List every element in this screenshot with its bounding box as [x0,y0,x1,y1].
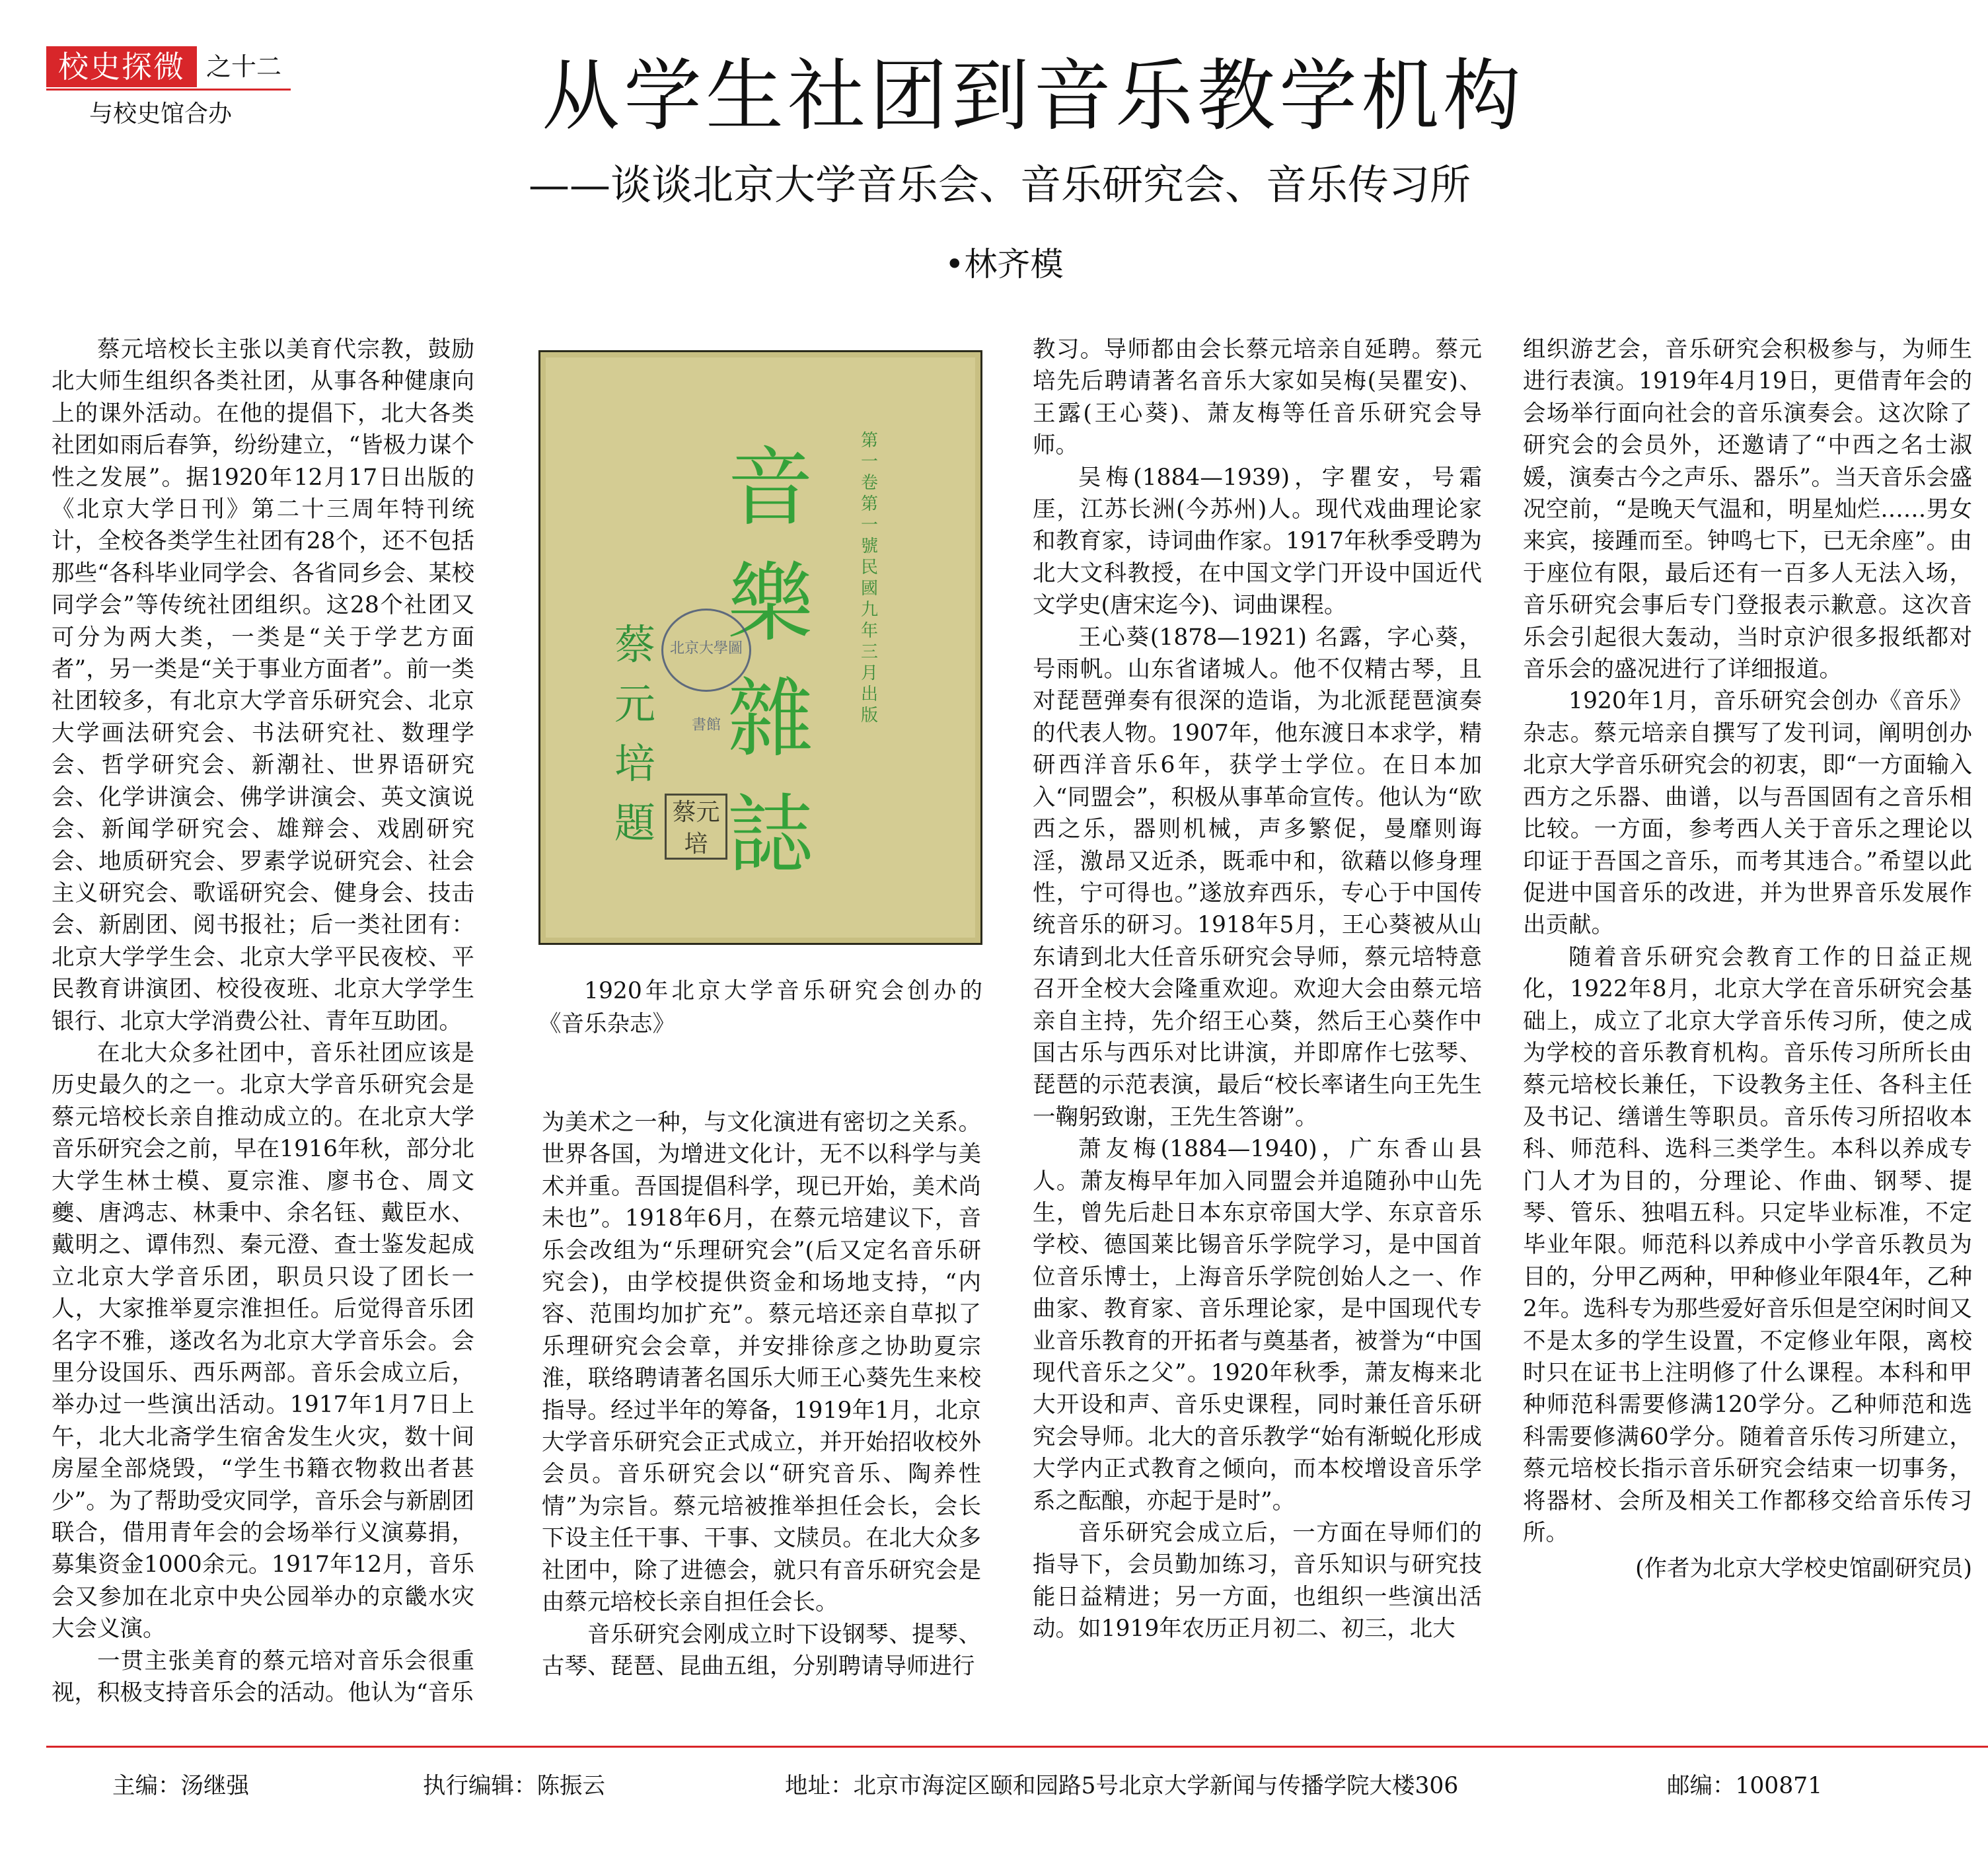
column-header [46,46,282,128]
column-label: 校史探微 [46,46,197,87]
executive-editor: 执行编辑：陈振云 [423,1773,605,1799]
text-column-1 [52,334,474,1709]
address: 地址：北京市海淀区颐和园路5号北京大学新闻与传播学院大楼306 [785,1773,1459,1799]
footer-divider [46,1746,1988,1748]
postcode: 邮编：100871 [1667,1773,1823,1799]
series-number: 之十二 [206,52,282,81]
paragraph: 一贯主张美育的蔡元培对音乐会很重视，积极支持音乐会的活动。他认为“音乐 [52,1647,474,1707]
paragraph: 随着音乐研究会教育工作的日益正规化，1922年8月，北京大学在音乐研究会基础上，成立了北京大学音乐传习所，使之成为学校的音乐教育机构。音乐传习所所长由蔡元培校长兼任，下设教务主任、各科主任及书记、缮谱生等职员。音乐传习所招收本科、师范科、选科三类学生。本科以养成专门人才为目的，分理论、作曲、钢琴、提琴、管乐、独唱五科。只定毕业标准，不定毕业年限。师范科以养成中小学音乐教员为目的，分甲乙两种，甲种修业年限4年，乙种2年。选科专为那些爱好音乐但是空闲时间又不是太多的学生设置，不定修业年限，离校时只在证书上注明修了什么课程。本科和甲种师范科需要修满120学分。乙种师范和选科需要修满60学分。随着音乐传习所建立，蔡元培校长指示音乐研究会结束一切事务，将器材、会所及相关工作都移交给音乐传习所。 [1523,944,1972,1547]
cover-title: 音樂雜誌 [727,437,813,885]
paragraph: 音乐研究会成立后，一方面在导师们的指导下，会员勤加练习，音乐知识与研究技能日益精进；另一方面，也组织一些演出活动。如1919年农历正月初二、初三，北大 [1033,1520,1482,1643]
chief-editor: 主编：汤继强 [112,1773,249,1799]
paragraph: 音乐研究会刚成立时下设钢琴、提琴、古琴、琵琶、昆曲五组，分别聘请导师进行 [542,1621,981,1680]
paragraph: 蔡元培校长主张以美育代宗教，鼓励北大师生组织各类社团，从事各种健康向上的课外活动。在他的提倡下，北大各类社团如雨后春笋，纷纷建立，“皆极力谋个性之发展”。据1920年12月17日出版的《北京大学日刊》第二十三周年特刊统计，全校各类学生社团有28个，还不包括那些“各科毕业同学会、各省同乡会、某校同学会”等传统社团组织。这28个社团又可分为两大类，一类是“关于学艺方面者”，另一类是“关于事业方面者”。前一类社团较多，有北京大学音乐研究会、北京大学画法研究会、书法研究社、数理学会、哲学研究会、新潮社、世界语研究会、化学讲演会、佛学讲演会、英文演说会、新闻学研究会、雄辩会、戏剧研究会、地质研究会、罗素学说研究会、社会主义研究会、歌谣研究会、健身会、技击会、新剧团、阅书报社；后一类社团有：北京大学学生会、北京大学平民夜校、平民教育讲演团、校役夜班、北京大学学生银行、北京大学消费公社、青年互助团。 [52,336,474,1035]
paragraph: 王心葵(1878—1921) 名露，字心葵，号雨帆。山东省诸城人。他不仅精古琴，且对琵琶弹奏有很深的造诣，为北派琵琶演奏的代表人物。1907年，他东渡日本求学，精研西洋音乐6年，获学士学位。在日本加入“同盟会”，积极从事革命宣传。他认为“欧西之乐，器则机械，声多繁促，曼靡则诲淫，激昂又近杀，既乖中和，欲藉以修身理性，宁可得也。”遂放弃西乐，专心于中国传统音乐的研习。1918年5月，王心葵被从山东请到北大任音乐研究会导师，蔡元培特意召开全校大会隆重欢迎。欢迎大会由蔡元培亲自主持，先介绍王心葵，然后王心葵作中国古乐与西乐对比讲演，并即席作七弦琴、琵琶的示范表演，最后“校长率诸生向王先生一鞠躬致谢，王先生答谢”。 [1033,624,1482,1131]
paragraph: 组织游艺会，音乐研究会积极参与，为师生进行表演。1919年4月19日，更借青年会的会场举行面向社会的音乐演奏会。这次除了研究会的会员外，还邀请了“中西之名士淑媛，演奏古今之声乐、器乐”。当天音乐会盛况空前，“是晚天气温和，明星灿烂……男女来宾，接踵而至。钟鸣七下，已无余座”。由于座位有限，最后还有一百多人无法入场，音乐研究会事后专门登报表示歉意。这次音乐会引起很大轰动，当时京沪很多报纸都对音乐会的盛况进行了详细报道。 [1523,336,1972,683]
library-stamp: 北京大學圖書館 [661,609,751,692]
header-divider [46,89,291,91]
text-column-4 [1523,334,1972,1585]
magazine-cover-photo [538,350,982,945]
author-note: (作者为北京大学校史馆副研究员) [1635,1555,1972,1583]
paragraph: 1920年1月，音乐研究会创办《音乐》杂志。蔡元培亲自撰写了发刊词，阐明创办北京大学音乐研究会的初衷，即“一方面输入西方之乐器、曲谱，以与吾国固有之音乐相比较。一方面，参考西人关于音乐之理论以印证于吾国之音乐，而考其违合。”希望以此促进中国音乐的改进，并为世界音乐发展作出贡献。 [1523,688,1972,939]
paragraph: 吴梅(1884—1939)，字瞿安，号霜厓，江苏长洲(今苏州)人。现代戏曲理论家和教育家，诗词曲作家。1917年秋季受聘为北大文科教授，在中国文学门开设中国近代文学史(唐宋迄今)、词曲课程。 [1033,464,1482,619]
cover-inscription: 蔡元培題 [614,620,655,847]
cover-paper [546,357,975,938]
seal-stamp: 蔡元培 [665,794,727,860]
article-author: •林齐模 [945,245,1064,283]
paragraph: 萧友梅(1884—1940)，广东香山县人。萧友梅早年加入同盟会并追随孙中山先生，曾先后赴日本东京帝国大学、东京音乐学校、德国莱比锡音乐学院学习，是中国首位音乐博士，上海音乐学院创始人之一、作曲家、教育家、音乐理论家，是中国现代专业音乐教育的开拓者与奠基者，被誉为“中国现代音乐之父”。1920年秋季，萧友梅来北大开设和声、音乐史课程，同时兼任音乐研究会导师。北大的音乐教学“始有渐蜕化形成大学内正式教育之倾向，而本校增设音乐学系之酝酿，亦起于是时”。 [1033,1136,1482,1514]
figure-caption: 1920年北京大学音乐研究会创办的《音乐杂志》 [538,978,982,1037]
article-subtitle: ——谈谈北京大学音乐会、音乐研究会、音乐传习所 [529,161,1471,209]
text-column-3 [1033,334,1482,1645]
cover-issue-info: 第一卷 第一號 民國九年三月出版 [860,431,878,726]
text-column-2 [542,1107,981,1682]
paragraph: 为美术之一种，与文化演进有密切之关系。世界各国，为增进文化计，无不以科学与美术并重。吾国提倡科学，现已开始，美术尚未也”。1918年6月，在蔡元培建议下，音乐会改组为“乐理研究会”(后又定名音乐研究会)，由学校提供资金和场地支持，“内容、范围均加扩充”。蔡元培还亲自草拟了乐理研究会会章，并安排徐彦之协助夏宗淮，联络聘请著名国乐大师王心葵先生来校指导。经过半年的筹备，1919年1月，北京大学音乐研究会正式成立，并开始招收校外会员。音乐研究会以“研究音乐、陶养性情”为宗旨。蔡元培被推举担任会长，会长下设主任干事、干事、文牍员。在北大众多社团中，除了进德会，就只有音乐研究会是由蔡元培校长亲自担任会长。 [542,1109,981,1616]
co-host-label: 与校史馆合办 [89,100,233,128]
article-title: 从学生社团到音乐教学机构 [542,50,1526,141]
paragraph: 在北大众多社团中，音乐社团应该是历史最久的之一。北京大学音乐研究会是蔡元培校长亲自推动成立的。在北京大学音乐研究会之前，早在1916年秋，部分北大学生林士模、夏宗淮、廖书仓、周文夔、唐鸿志、林秉中、余名钰、戴臣水、戴明之、谭伟烈、秦元澄、查士鉴发起成立北京大学音乐团，职员只设了团长一人，大家推举夏宗淮担任。后觉得音乐团名字不雅，遂改名为北京大学音乐会。会里分设国乐、西乐两部。音乐会成立后，举办过一些演出活动。1917年1月7日上午，北大北斋学生宿舍发生火灾，数十间房屋全部烧毁，“学生书籍衣物救出者甚少”。为了帮助受灾同学，音乐会与新剧团联合，借用青年会的会场举行义演募捐，募集资金1000余元。1917年12月，音乐会又参加在北京中央公园举办的京畿水灾大会义演。 [52,1039,474,1643]
paragraph: 教习。导师都由会长蔡元培亲自延聘。蔡元培先后聘请著名音乐大家如吴梅(吴瞿安)、王露(王心葵)、萧友梅等任音乐研究会导师。 [1033,336,1482,459]
